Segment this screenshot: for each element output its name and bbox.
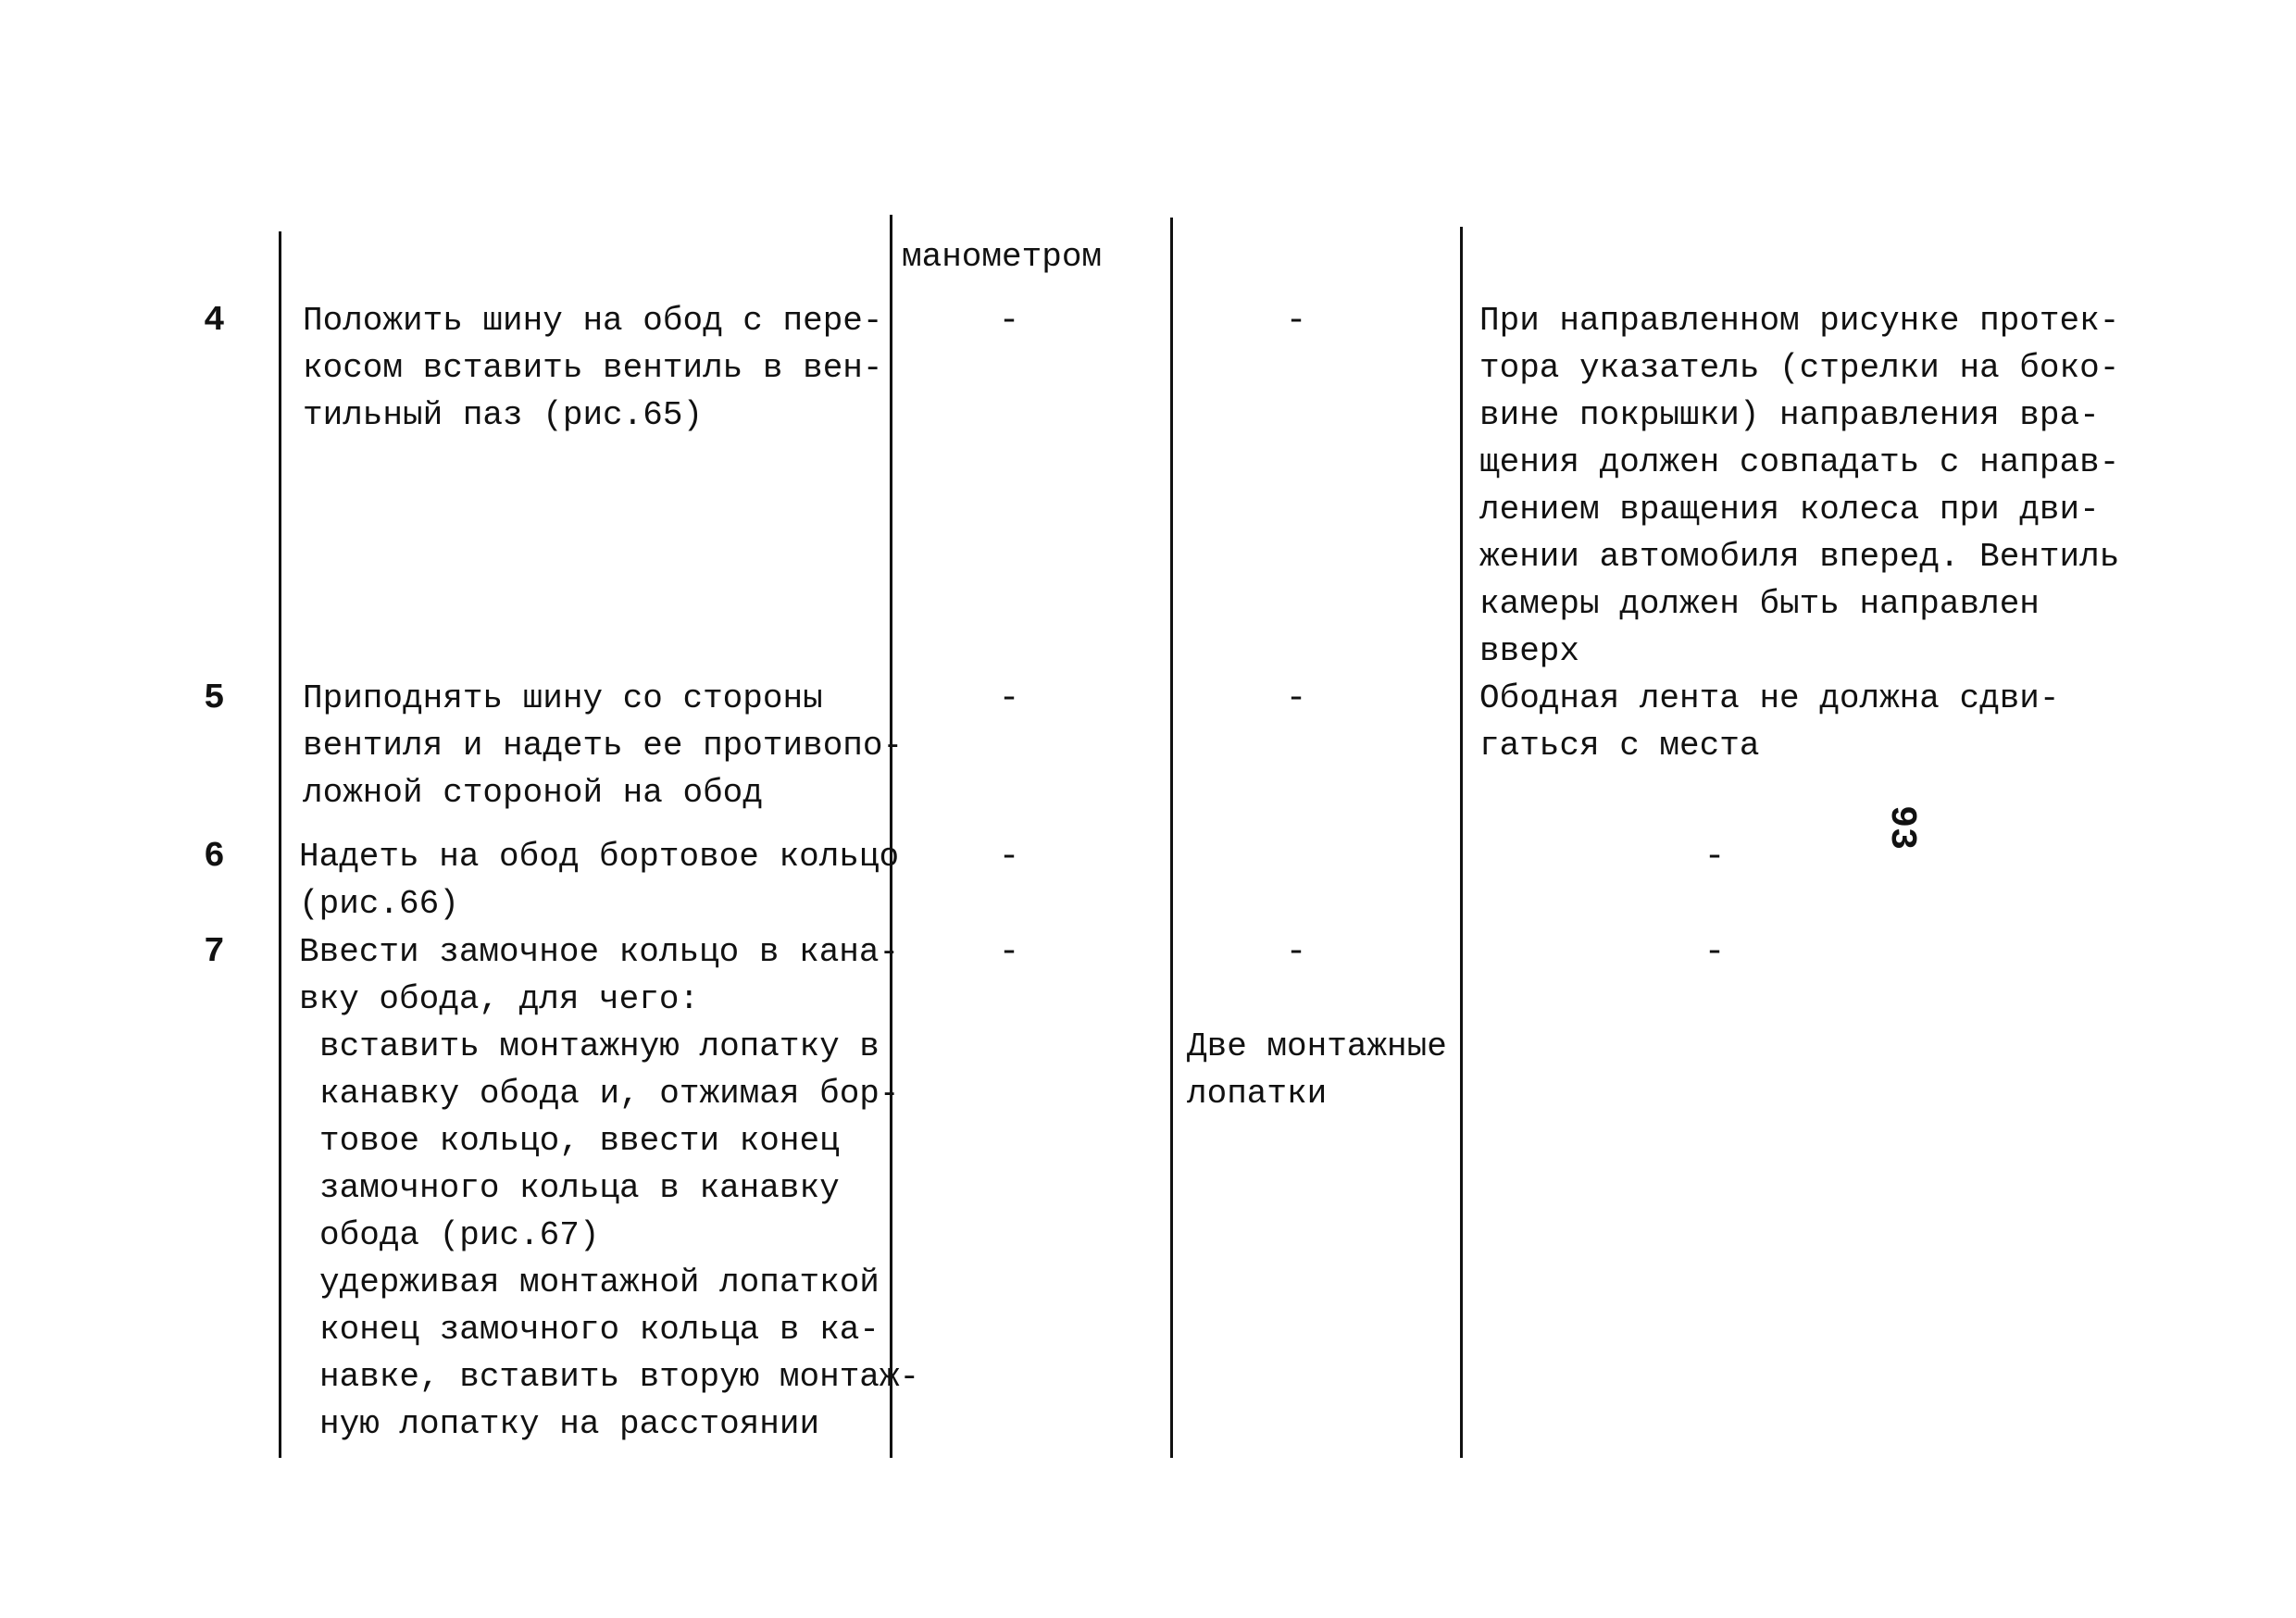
- text-line: ложной стороной на обод: [303, 774, 763, 812]
- text-line: Две монтажные: [1187, 1027, 1447, 1065]
- text-line: удерживая монтажной лопаткой: [319, 1263, 880, 1301]
- text-line: конец замочного кольца в ка-: [319, 1311, 880, 1349]
- row-5-col3-dash: -: [998, 678, 1020, 718]
- text-line: вку обода, для чего:: [299, 980, 700, 1018]
- text-line: Надеть на обод бортовое кольцо: [299, 838, 900, 876]
- row-number: 6: [204, 837, 225, 877]
- text-line: товое кольцо, ввести конец: [319, 1122, 840, 1160]
- text-line: Ободная лента не должна сдви-: [1479, 679, 2060, 717]
- column-rule-4: [1460, 227, 1463, 1458]
- text-line: тильный паз (рис.65): [303, 396, 704, 434]
- text-line: вентиля и надеть ее противопо-: [303, 727, 904, 765]
- text-line: тора указатель (стрелки на боко-: [1479, 349, 2120, 387]
- text-line: При направленном рисунке протек-: [1479, 302, 2120, 340]
- text-line: обода (рис.67): [319, 1216, 600, 1254]
- text-line: навке, вставить вторую монтаж-: [319, 1358, 920, 1396]
- row-4-col4-dash: -: [1285, 301, 1307, 341]
- text-line: косом вставить вентиль в вен-: [303, 349, 883, 387]
- text-line: лопатки: [1187, 1075, 1328, 1113]
- text-line: Приподнять шину со стороны: [303, 679, 823, 717]
- text-line: щения должен совпадать с направ-: [1479, 443, 2120, 481]
- row-7-note-dash: -: [1703, 932, 1726, 972]
- row-6-note-dash: -: [1703, 837, 1726, 877]
- page-number: 93: [1880, 805, 1922, 851]
- row-7-col4-dash: -: [1285, 932, 1307, 972]
- text-line: (рис.66): [299, 885, 459, 923]
- text-line: вверх: [1479, 632, 1580, 670]
- row-7-col3-dash: -: [998, 932, 1020, 972]
- text-line: Положить шину на обод с пере-: [303, 302, 883, 340]
- text-line: Ввести замочное кольцо в кана-: [299, 933, 900, 971]
- row-number: 5: [204, 678, 225, 718]
- text-line: вставить монтажную лопатку в: [319, 1027, 880, 1065]
- text-line: вине покрышки) направления вра-: [1479, 396, 2100, 434]
- text-line: лением вращения колеса при дви-: [1479, 491, 2100, 529]
- text-line: канавку обода и, отжимая бор-: [319, 1075, 900, 1113]
- text-line: ную лопатку на расстоянии: [319, 1405, 820, 1443]
- text-line: камеры должен быть направлен: [1479, 585, 2040, 623]
- header-cell-continuation: манометром: [902, 238, 1103, 276]
- row-4-col3-dash: -: [998, 301, 1020, 341]
- row-5-col4-dash: -: [1285, 678, 1307, 718]
- text-line: замочного кольца в канавку: [319, 1169, 840, 1207]
- row-6-col3-dash: -: [998, 837, 1020, 877]
- row-number: 4: [204, 301, 225, 341]
- text-line: гаться с места: [1479, 727, 1760, 765]
- text-line: жении автомобиля вперед. Вентиль: [1479, 538, 2120, 576]
- column-rule-3: [1170, 218, 1173, 1458]
- column-rule-1: [279, 231, 281, 1458]
- row-number: 7: [204, 932, 225, 972]
